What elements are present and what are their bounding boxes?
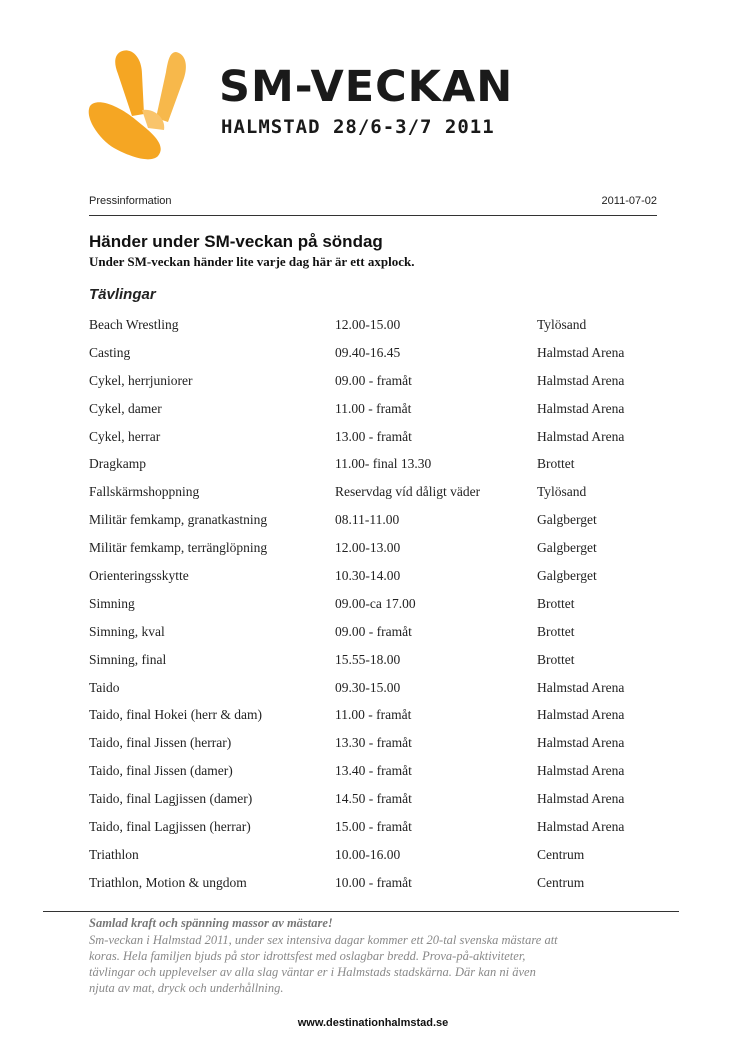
event-place: Centrum [537, 846, 585, 862]
event-place: Centrum [537, 874, 585, 890]
footer-divider [43, 911, 679, 912]
event-row [89, 450, 659, 478]
event-place: Galgberget [537, 512, 597, 528]
event-name: Taido [89, 679, 120, 695]
footer-line: Sm-veckan i Halmstad 2011, under sex intensiva dagar kommer ett 20-tal svenska mästare att [89, 933, 558, 947]
event-time: Reservdag víd dåligt väder [335, 484, 481, 500]
event-name: Cykel, damer [89, 400, 162, 416]
event-time: 11.00 - framåt [335, 707, 412, 723]
event-place: Halmstad Arena [537, 735, 625, 751]
event-row [89, 562, 659, 590]
event-row [89, 339, 659, 367]
event-name: Triathlon [89, 846, 139, 862]
event-place: Halmstad Arena [537, 344, 625, 360]
event-time: 13.40 - framåt [335, 763, 412, 779]
footer-body [89, 932, 669, 996]
footer-line: tävlingar och upplevelser av alla slag väntar er i Halmstads stadskärna. Där kan ni även [89, 965, 536, 979]
event-name: Casting [89, 344, 131, 360]
press-label: Pressinformation [89, 195, 172, 207]
event-place: Galgberget [537, 540, 597, 556]
event-name: Dragkamp [89, 456, 146, 472]
footer-line: njuta av mat, dryck och underhållning. [89, 981, 284, 995]
brand-subtitle: HALMSTAD 28/6-3/7 2011 [221, 116, 495, 138]
event-row [89, 534, 659, 562]
event-place: Halmstad Arena [537, 428, 625, 444]
event-row [89, 367, 659, 395]
event-row [89, 311, 659, 339]
event-place: Galgberget [537, 568, 597, 584]
event-place: Halmstad Arena [537, 400, 625, 416]
event-name: Cykel, herrar [89, 428, 161, 444]
event-row [89, 395, 659, 423]
event-time: 12.00-13.00 [335, 540, 401, 556]
event-name: Taido, final Lagjissen (damer) [89, 791, 253, 807]
header-divider [89, 215, 657, 216]
event-time: 13.00 - framåt [335, 428, 412, 444]
event-time: 09.00 - framåt [335, 623, 412, 639]
event-name: Simning, kval [89, 623, 165, 639]
press-date: 2011-07-02 [601, 195, 657, 207]
event-time: 15.00 - framåt [335, 819, 412, 835]
event-place: Brottet [537, 456, 575, 472]
event-time: 15.55-18.00 [335, 651, 401, 667]
event-place: Halmstad Arena [537, 763, 625, 779]
event-row [89, 646, 659, 674]
event-time: 12.00-15.00 [335, 317, 401, 332]
event-row [89, 478, 659, 506]
event-name: Triathlon, Motion & ungdom [89, 874, 247, 890]
event-place: Halmstad Arena [537, 707, 625, 723]
event-time: 09.40-16.45 [335, 344, 401, 360]
event-row [89, 618, 659, 646]
event-row [89, 590, 659, 618]
event-place: Halmstad Arena [537, 372, 625, 388]
event-name: Beach Wrestling [89, 317, 179, 332]
event-row [89, 869, 659, 897]
event-time: 10.00-16.00 [335, 846, 401, 862]
event-name: Cykel, herrjuniorer [89, 372, 193, 388]
event-name: Taido, final Jissen (damer) [89, 763, 233, 779]
event-place: Halmstad Arena [537, 819, 625, 835]
event-place: Brottet [537, 623, 575, 639]
hand-peace-sign-logo [88, 44, 198, 174]
events-table [89, 311, 659, 897]
event-time: 10.30-14.00 [335, 568, 401, 584]
event-name: Simning, final [89, 651, 167, 667]
event-name: Militär femkamp, granatkastning [89, 512, 268, 528]
page-subtitle: Under SM-veckan händer lite varje dag här är ett axplock. [89, 254, 415, 269]
event-row [89, 785, 659, 813]
event-name: Taido, final Lagjissen (herrar) [89, 819, 251, 835]
page-title: Händer under SM-veckan på söndag [89, 232, 383, 251]
event-time: 10.00 - framåt [335, 874, 412, 890]
event-place: Halmstad Arena [537, 679, 625, 695]
event-row [89, 423, 659, 451]
event-row [89, 506, 659, 534]
event-name: Militär femkamp, terränglöpning [89, 540, 268, 556]
event-name: Orienteringsskytte [89, 568, 189, 584]
event-row [89, 813, 659, 841]
event-row [89, 729, 659, 757]
section-title: Tävlingar [89, 286, 156, 303]
event-row [89, 701, 659, 729]
event-place: Halmstad Arena [537, 791, 625, 807]
event-name: Fallskärmshoppning [89, 484, 200, 500]
event-name: Taido, final Jissen (herrar) [89, 735, 232, 751]
event-time: 08.11-11.00 [335, 512, 400, 528]
event-time: 11.00- final 13.30 [335, 456, 432, 472]
event-place: Brottet [537, 595, 575, 611]
event-place: Tylösand [537, 317, 587, 332]
event-time: 09.30-15.00 [335, 679, 401, 695]
event-time: 09.00 - framåt [335, 372, 412, 388]
event-name: Simning [89, 595, 135, 611]
footer-title: Samlad kraft och spänning massor av mästare! [89, 916, 333, 930]
event-place: Tylösand [537, 484, 587, 500]
website-link[interactable]: www.destinationhalmstad.se [297, 1017, 449, 1029]
brand-title: SM-VECKAN [219, 62, 514, 112]
event-row [89, 674, 659, 702]
event-row [89, 757, 659, 785]
event-row [89, 841, 659, 869]
event-name: Taido, final Hokei (herr & dam) [89, 707, 262, 723]
footer-line: koras. Hela familjen bjuds på stor idrottsfest med oslagbar bredd. Prova-på-aktiviteter, [89, 949, 526, 963]
event-place: Brottet [537, 651, 575, 667]
event-time: 09.00-ca 17.00 [335, 595, 416, 611]
event-time: 11.00 - framåt [335, 400, 412, 416]
event-time: 14.50 - framåt [335, 791, 412, 807]
event-time: 13.30 - framåt [335, 735, 412, 751]
